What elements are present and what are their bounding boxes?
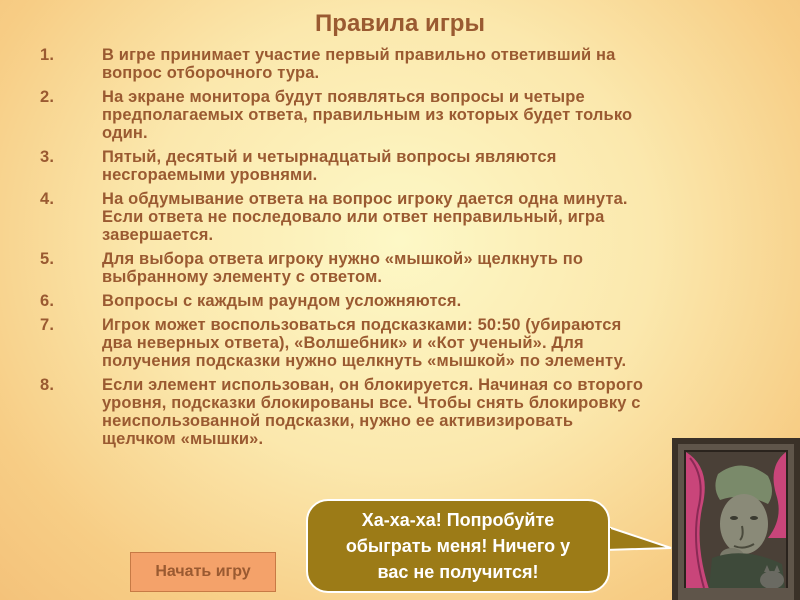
speech-bubble-tail [605, 520, 671, 560]
rule-number: 3. [40, 148, 55, 166]
old-woman-in-window-icon [672, 438, 800, 600]
rule-number: 4. [40, 190, 55, 208]
rule-text: Вопросы с каждым раундом усложняются. [102, 292, 462, 310]
rule-number: 6. [40, 292, 55, 310]
rule-item [40, 376, 760, 448]
rule-number: 5. [40, 250, 55, 268]
page-title: Правила игры [315, 10, 485, 37]
rule-text: Пятый, десятый и четырнадцатый вопросы являются несгораемыми уровнями. [102, 148, 557, 184]
rule-item [40, 46, 760, 82]
rule-number: 8. [40, 376, 55, 394]
rule-text: На экране монитора будут появляться вопросы и четыре предполагаемых ответа, правильным из которых будет только один. [102, 88, 633, 142]
speech-bubble: Ха-ха-ха! Попробуйте обыграть меня! Ничего у вас не получится! [306, 499, 610, 593]
rule-text: На обдумывание ответа на вопрос игроку дается одна минута. Если ответа не последовало или ответ неправильный, игра завершается. [102, 190, 628, 244]
rule-number: 7. [40, 316, 55, 334]
rule-item [40, 316, 760, 370]
rule-number: 1. [40, 46, 55, 64]
rule-item [40, 88, 760, 142]
rule-item [40, 250, 760, 286]
rule-item [40, 190, 760, 244]
rule-text: В игре принимает участие первый правильно ответивший на вопрос отборочного тура. [102, 46, 616, 82]
rule-number: 2. [40, 88, 55, 106]
rule-text: Для выбора ответа игроку нужно «мышкой» щелкнуть по выбранному элементу с ответом. [102, 250, 584, 286]
rule-text: Если элемент использован, он блокируется. Начиная со второго уровня, подсказки блокированы все. Чтобы снять блокировку с неиспользованной подсказки, нужно ее активизировать щелчком «мышки». [102, 376, 644, 448]
rule-item [40, 292, 760, 310]
rules-list [40, 46, 760, 454]
start-game-button[interactable]: Начать игру [130, 552, 276, 592]
rule-item [40, 148, 760, 184]
rule-text: Игрок может воспользоваться подсказками: 50:50 (убираются два неверных ответа), «Волшебник» и «Кот ученый». Для получения подсказки нужно щелкнуть «мышкой» по элементу. [102, 316, 627, 370]
